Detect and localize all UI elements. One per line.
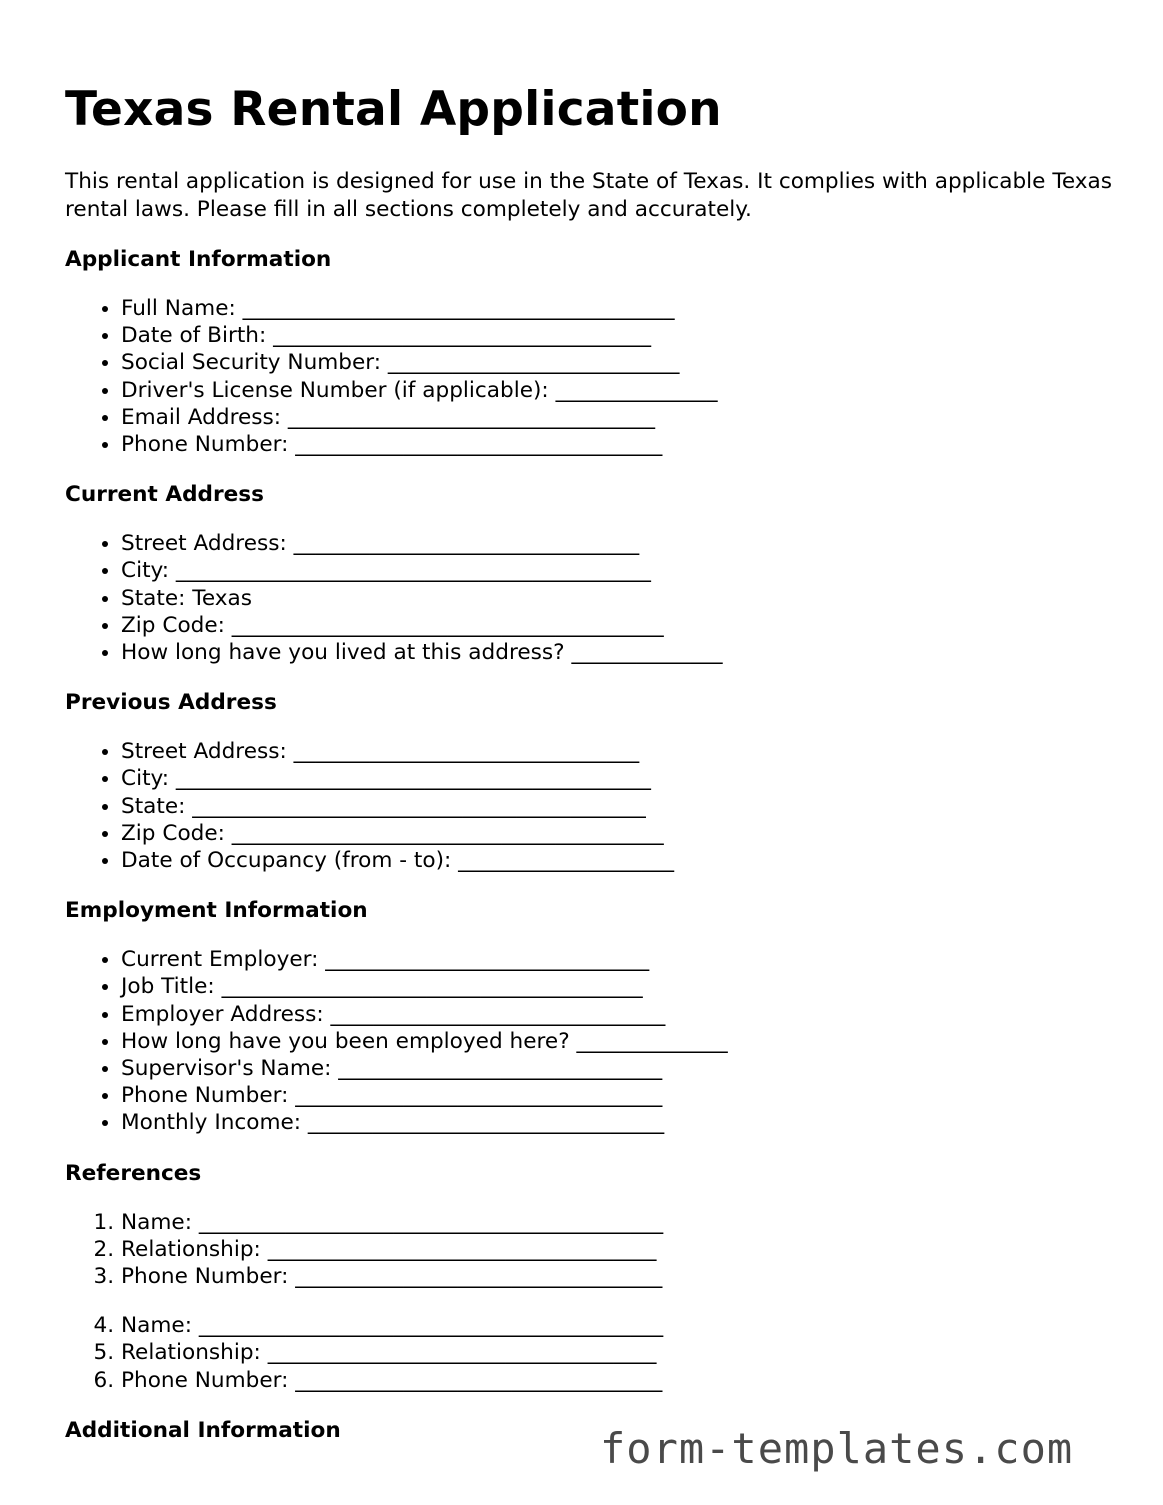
applicant-license-field[interactable]: • Driver's License Number (if applicable): _______________	[121, 377, 1125, 404]
reference-2-name-field[interactable]: 4. Name: ___________________________________________	[121, 1312, 1125, 1339]
section-heading-current-address: Current Address	[65, 482, 265, 508]
employment-duration-field[interactable]: • How long have you been employed here? ______________	[121, 1028, 1125, 1055]
intro-paragraph: This rental application is designed for use in the State of Texas. It complies with applicable Texas rental laws. Please fill in all sections completely and accurately.	[65, 169, 1113, 222]
reference-1-relationship-field[interactable]: 2. Relationship: ____________________________________	[121, 1236, 1125, 1263]
reference-1-name-field[interactable]: 1. Name: ___________________________________________	[121, 1209, 1125, 1236]
reference-2-relationship-field[interactable]: 5. Relationship: ____________________________________	[121, 1339, 1125, 1366]
previous-zip-field[interactable]: • Zip Code: ________________________________________	[121, 820, 1125, 847]
page-title: Texas Rental Application	[65, 82, 722, 137]
section-heading-additional: Additional Information	[65, 1417, 341, 1443]
rental-application-document	[65, 80, 1125, 1444]
previous-occupancy-field[interactable]: • Date of Occupancy (from - to): ____________________	[121, 847, 1125, 874]
watermark: form-templates.com	[600, 1424, 1074, 1473]
applicant-ssn-field[interactable]: • Social Security Number: ___________________________	[121, 349, 1125, 376]
previous-street-field[interactable]: • Street Address: ________________________________	[121, 738, 1125, 765]
employer-field[interactable]: • Current Employer: ______________________________	[121, 946, 1125, 973]
section-heading-references: References	[65, 1160, 202, 1186]
references-group-1	[65, 1209, 1125, 1291]
monthly-income-field[interactable]: • Monthly Income: _________________________________	[121, 1109, 1125, 1136]
section-heading-previous-address: Previous Address	[65, 690, 277, 716]
current-city-field[interactable]: • City: ____________________________________________	[121, 557, 1125, 584]
current-address-list	[65, 530, 1125, 666]
employment-list	[65, 946, 1125, 1136]
employer-address-field[interactable]: • Employer Address: _______________________________	[121, 1001, 1125, 1028]
previous-city-field[interactable]: • City: ____________________________________________	[121, 765, 1125, 792]
current-zip-field[interactable]: • Zip Code: ________________________________________	[121, 612, 1125, 639]
previous-state-field[interactable]: • State: __________________________________________	[121, 793, 1125, 820]
section-heading-employment: Employment Information	[65, 898, 368, 924]
applicant-phone-field[interactable]: • Phone Number: __________________________________	[121, 431, 1125, 458]
employer-phone-field[interactable]: • Phone Number: __________________________________	[121, 1082, 1125, 1109]
current-street-field[interactable]: • Street Address: ________________________________	[121, 530, 1125, 557]
previous-address-list	[65, 738, 1125, 874]
job-title-field[interactable]: • Job Title: _______________________________________	[121, 973, 1125, 1000]
applicant-full-name-field[interactable]: • Full Name: ________________________________________	[121, 295, 1125, 322]
reference-1-phone-field[interactable]: 3. Phone Number: __________________________________	[121, 1263, 1125, 1290]
applicant-list	[65, 295, 1125, 458]
supervisor-name-field[interactable]: • Supervisor's Name: ______________________________	[121, 1055, 1125, 1082]
applicant-email-field[interactable]: • Email Address: __________________________________	[121, 404, 1125, 431]
applicant-dob-field[interactable]: • Date of Birth: ___________________________________	[121, 322, 1125, 349]
references-group-2	[65, 1312, 1125, 1394]
current-duration-field[interactable]: • How long have you lived at this address? ______________	[121, 639, 1125, 666]
reference-2-phone-field[interactable]: 6. Phone Number: __________________________________	[121, 1367, 1125, 1394]
section-heading-applicant: Applicant Information	[65, 247, 332, 272]
current-state-field: • State: Texas	[121, 585, 1125, 612]
